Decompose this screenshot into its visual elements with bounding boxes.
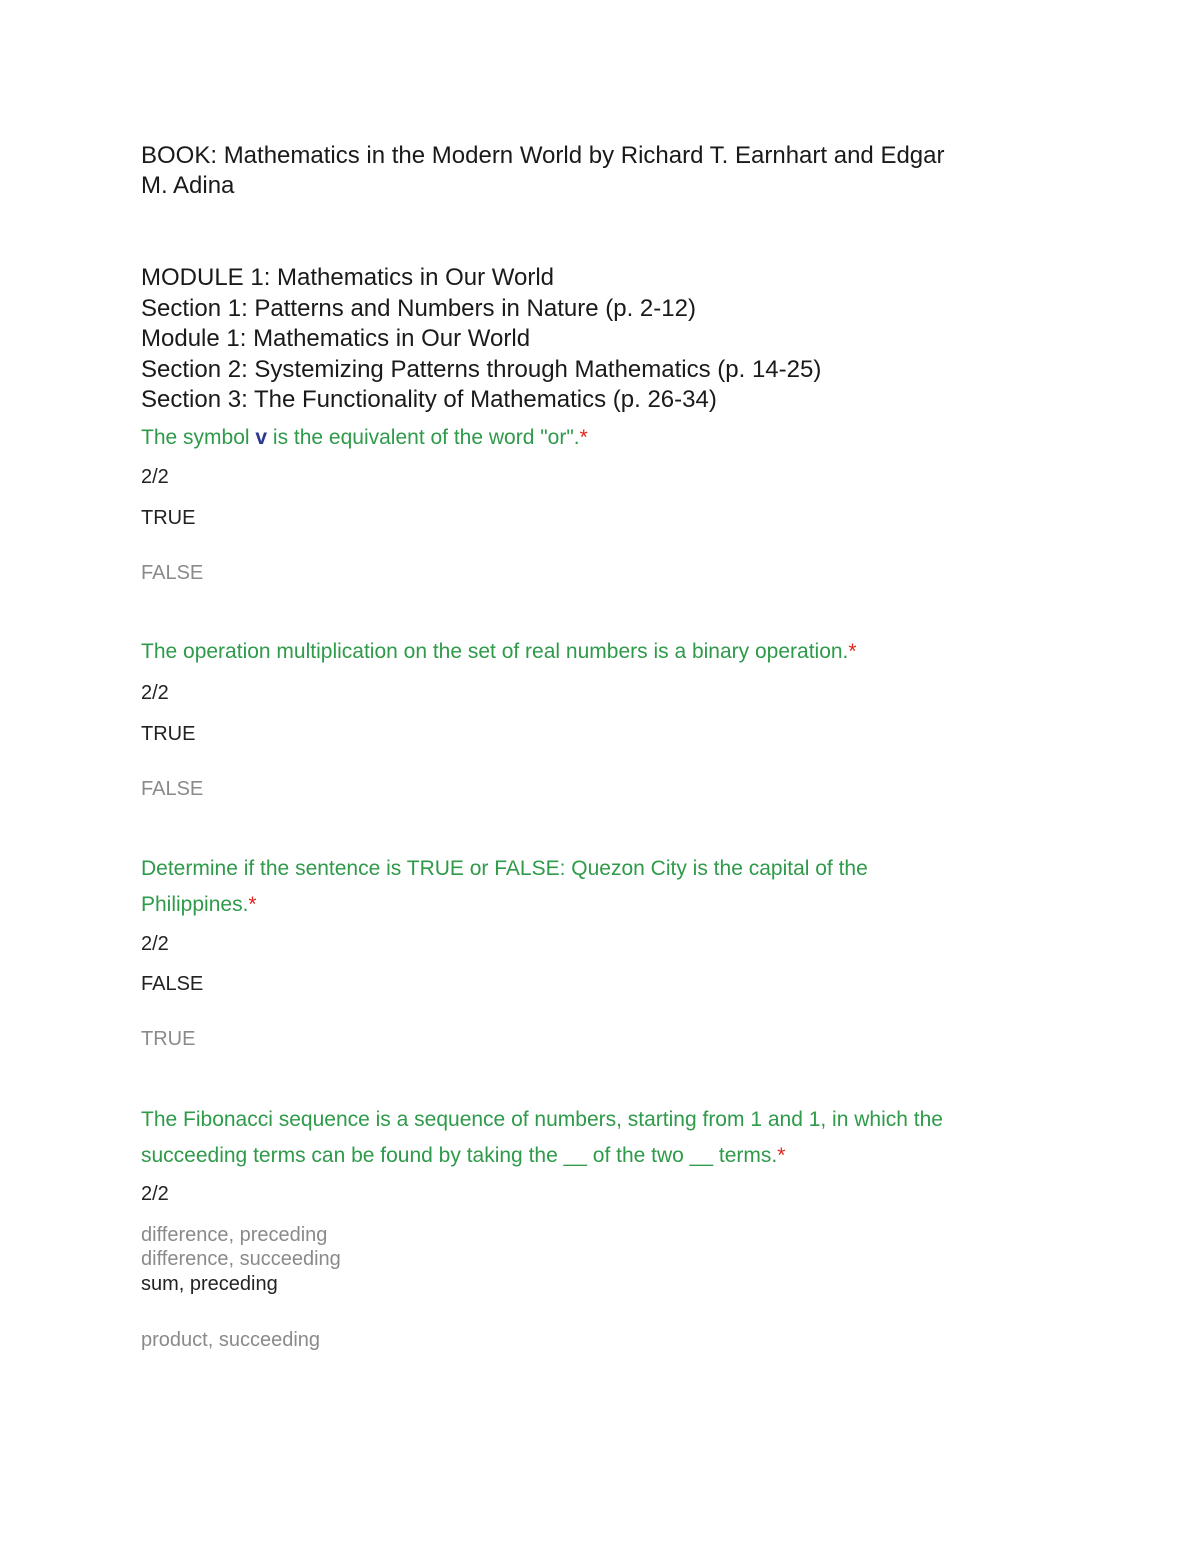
question-2-option-selected[interactable]: TRUE — [141, 723, 196, 745]
required-mark: * — [248, 893, 257, 916]
question-4-text-line-2: succeeding terms can be found by taking the __ of the two __ terms. — [141, 1144, 778, 1167]
question-1-option[interactable]: FALSE — [141, 562, 204, 584]
question-2-score: 2/2 — [141, 682, 169, 704]
question-3-text — [141, 851, 1061, 923]
book-title — [141, 141, 1061, 201]
required-mark: * — [777, 1144, 786, 1167]
question-4-text — [141, 1102, 1061, 1174]
toc-item: Section 3: The Functionality of Mathematics (p. 26-34) — [141, 386, 717, 413]
question-3-option[interactable]: TRUE — [141, 1028, 196, 1050]
question-4-text-line-1: The Fibonacci sequence is a sequence of numbers, starting from 1 and 1, in which the — [141, 1108, 943, 1131]
question-3-text-line-1: Determine if the sentence is TRUE or FALSE: Quezon City is the capital of the — [141, 857, 868, 880]
question-1-text-part: The symbol — [141, 426, 256, 449]
required-mark: * — [848, 640, 857, 663]
question-2-text-part: The operation multiplication on the set of real numbers is a binary operation. — [141, 640, 849, 663]
toc-item: Section 2: Systemizing Patterns through Mathematics (p. 14-25) — [141, 355, 822, 383]
toc-item: MODULE 1: Mathematics in Our World — [141, 264, 555, 291]
question-4-score: 2/2 — [141, 1183, 169, 1205]
book-title-line-2: M. Adina — [141, 172, 235, 199]
question-4-option[interactable]: difference, preceding — [141, 1224, 328, 1246]
question-3-score: 2/2 — [141, 933, 169, 955]
question-1-option-selected[interactable]: TRUE — [141, 507, 196, 529]
question-4-option[interactable]: difference, succeeding — [141, 1248, 341, 1270]
toc-item: Module 1: Mathematics in Our World — [141, 325, 531, 352]
or-symbol: v — [255, 426, 268, 449]
question-3-option-selected[interactable]: FALSE — [141, 973, 204, 995]
module-section-list — [141, 263, 1061, 416]
required-mark: * — [579, 426, 588, 449]
question-4-option-selected[interactable]: sum, preceding — [141, 1273, 278, 1295]
question-3-text-line-2: Philippines. — [141, 893, 249, 916]
toc-item: Section 1: Patterns and Numbers in Nature (p. 2-12) — [141, 294, 696, 322]
question-1-text-part: is the equivalent of the word "or". — [267, 426, 580, 449]
question-2-text — [141, 634, 1061, 670]
question-4-option[interactable]: product, succeeding — [141, 1329, 321, 1351]
book-title-line-1: BOOK: Mathematics in the Modern World by Richard T. Earnhart and Edgar — [141, 142, 945, 169]
question-1-score: 2/2 — [141, 466, 169, 488]
question-2-option[interactable]: FALSE — [141, 778, 204, 800]
question-1-text — [141, 420, 1061, 456]
